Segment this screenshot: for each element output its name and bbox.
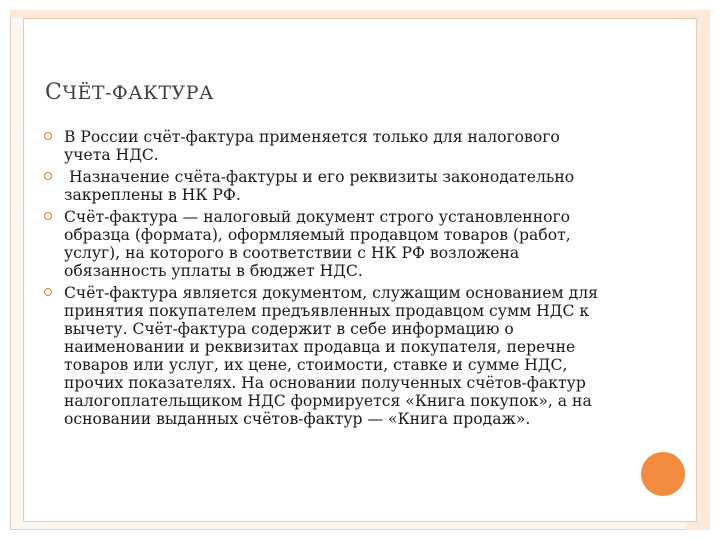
bullet-list [44,128,604,432]
frame-strip-top [10,10,710,18]
bullet-text: В России счёт-фактура применяется только для налогового учета НДС. [64,128,560,164]
bullet-text: Счёт-фактура — налоговый документ строго установленного образца (формата), оформляемый продавцом товаров (работ, услуг), на которого в соответствии с НК РФ возложена обязанность уплаты в бюджет НДС. [64,208,571,280]
list-item [44,128,604,164]
circle-bullet-icon [44,288,52,296]
bullet-text: Назначение счёта-фактуры и его реквизиты законодательно закреплены в НК РФ. [64,168,580,204]
slide-title-rest: ЧЁТ-ФАКТУРА [62,82,214,104]
bullet-text: Счёт-фактура является документом, служащим основанием для принятия покупателем предъявленных продавцом сумм НДС к вычету. Счёт-фактура содержит в себе информацию о наименовании и реквизитах продавца и покупателя, перечне товаров или услуг, их цене, стоимости, ставке и сумме НДС, прочих показателях. На основании полученных счётов-фактур налогоплательщиком НДС формируется «Книга покупок», а на основании выданных счётов-фактур — «Книга продаж». [64,284,598,428]
slide-title-initial: С [45,80,63,105]
circle-bullet-icon [44,132,52,140]
slide-title [45,80,214,105]
list-item [44,168,604,204]
list-item [44,284,604,428]
list-item [44,208,604,280]
circle-bullet-icon [44,212,52,220]
circle-bullet-icon [44,172,52,180]
decorative-accent-circle [641,452,685,496]
